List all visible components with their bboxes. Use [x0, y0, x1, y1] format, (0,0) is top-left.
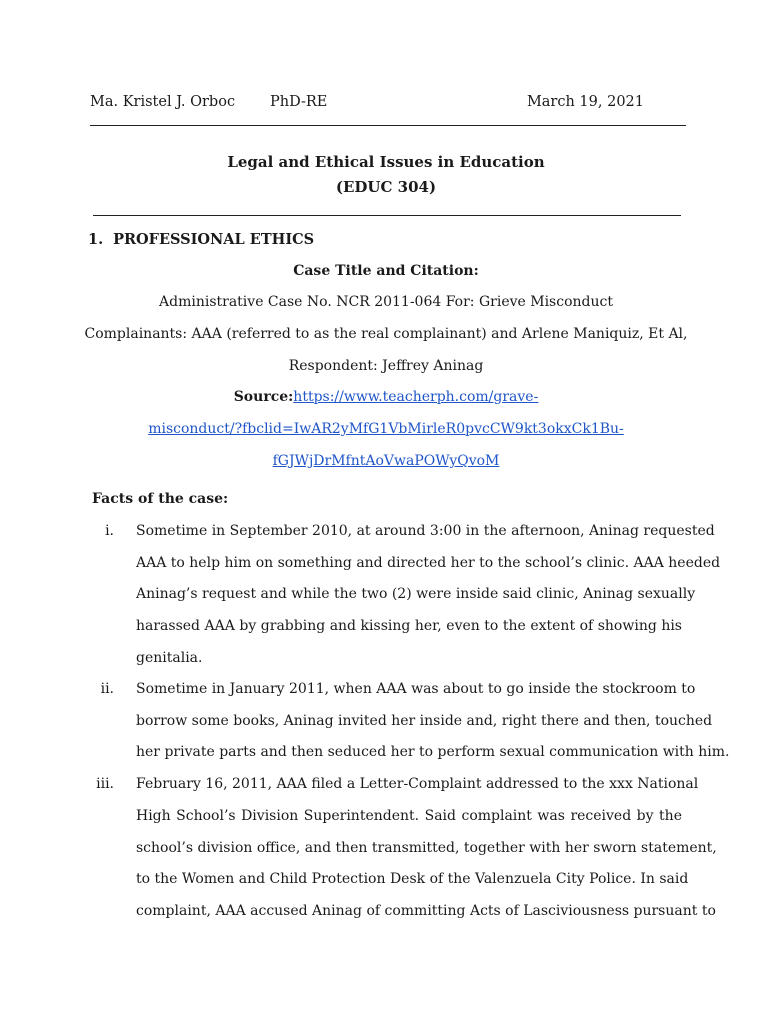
fact-line: February 16, 2011, AAA filed a Letter-Complaint addressed to the xxx National — [136, 776, 699, 792]
fact-line: school’s division office, and then transmitted, together with her sworn statement, — [136, 840, 717, 856]
fact-line: to the Women and Child Protection Desk of the Valenzuela City Police. In said — [136, 871, 689, 887]
source-link-continued — [0, 453, 768, 469]
author-name: Ma. Kristel J. Orboc — [90, 94, 236, 110]
section-title: PROFESSIONAL ETHICS — [113, 231, 315, 248]
author-degree: PhD-RE — [270, 94, 328, 110]
source-line — [0, 389, 768, 405]
source-label: Source: — [233, 389, 294, 405]
complainants-line: Complainants: AAA (referred to as the real complainant) and Arlene Maniquiz, Et Al, — [84, 326, 688, 342]
fact-number: iii. — [96, 776, 114, 792]
fact-line: High School’s Division Superintendent. Said complaint was received by the — [136, 808, 682, 824]
fact-line: complaint, AAA accused Aninag of committing Acts of Lasciviousness pursuant to — [136, 903, 716, 919]
fact-line: borrow some books, Aninag invited her inside and, right there and then, touched — [136, 713, 713, 729]
facts-heading: Facts of the case: — [92, 491, 229, 507]
title-divider — [93, 215, 681, 216]
fact-line: Sometime in September 2010, at around 3:00 in the afternoon, Aninag requested — [136, 523, 715, 539]
section-number: 1. — [88, 231, 104, 248]
source-link[interactable]: misconduct/?fbclid=IwAR2yMfG1VbMirleR0pvcCW9kt3okxCk1Bu- — [148, 421, 624, 437]
case-title-heading: Case Title and Citation: — [293, 263, 479, 279]
fact-line: Aninag’s request and while the two (2) were inside said clinic, Aninag sexually — [136, 586, 696, 602]
fact-number: i. — [105, 523, 114, 539]
source-link[interactable]: https://www.teacherph.com/grave- — [293, 389, 539, 405]
fact-line: AAA to help him on something and directed her to the school’s clinic. AAA heeded — [136, 555, 721, 571]
fact-line: genitalia. — [136, 650, 203, 666]
course-code: (EDUC 304) — [335, 178, 437, 196]
document-date: March 19, 2021 — [526, 94, 644, 110]
case-line: Administrative Case No. NCR 2011-064 For: Grieve Misconduct — [159, 294, 613, 310]
header-row — [90, 94, 686, 114]
respondent-line: Respondent: Jeffrey Aninag — [288, 358, 484, 374]
fact-line: Sometime in January 2011, when AAA was about to go inside the stockroom to — [136, 681, 696, 697]
source-link[interactable]: fGJWjDrMfntAoVwaPOWyQvoM — [272, 453, 500, 469]
section-heading — [88, 231, 314, 248]
fact-line: harassed AAA by grabbing and kissing her, even to the extent of showing his — [136, 618, 682, 634]
header-divider — [90, 125, 686, 126]
fact-line: her private parts and then seduced her to perform sexual communication with him. — [136, 744, 730, 760]
source-link-continued — [0, 421, 768, 437]
fact-number: ii. — [100, 681, 114, 697]
document-title: Legal and Ethical Issues in Education — [227, 153, 545, 171]
